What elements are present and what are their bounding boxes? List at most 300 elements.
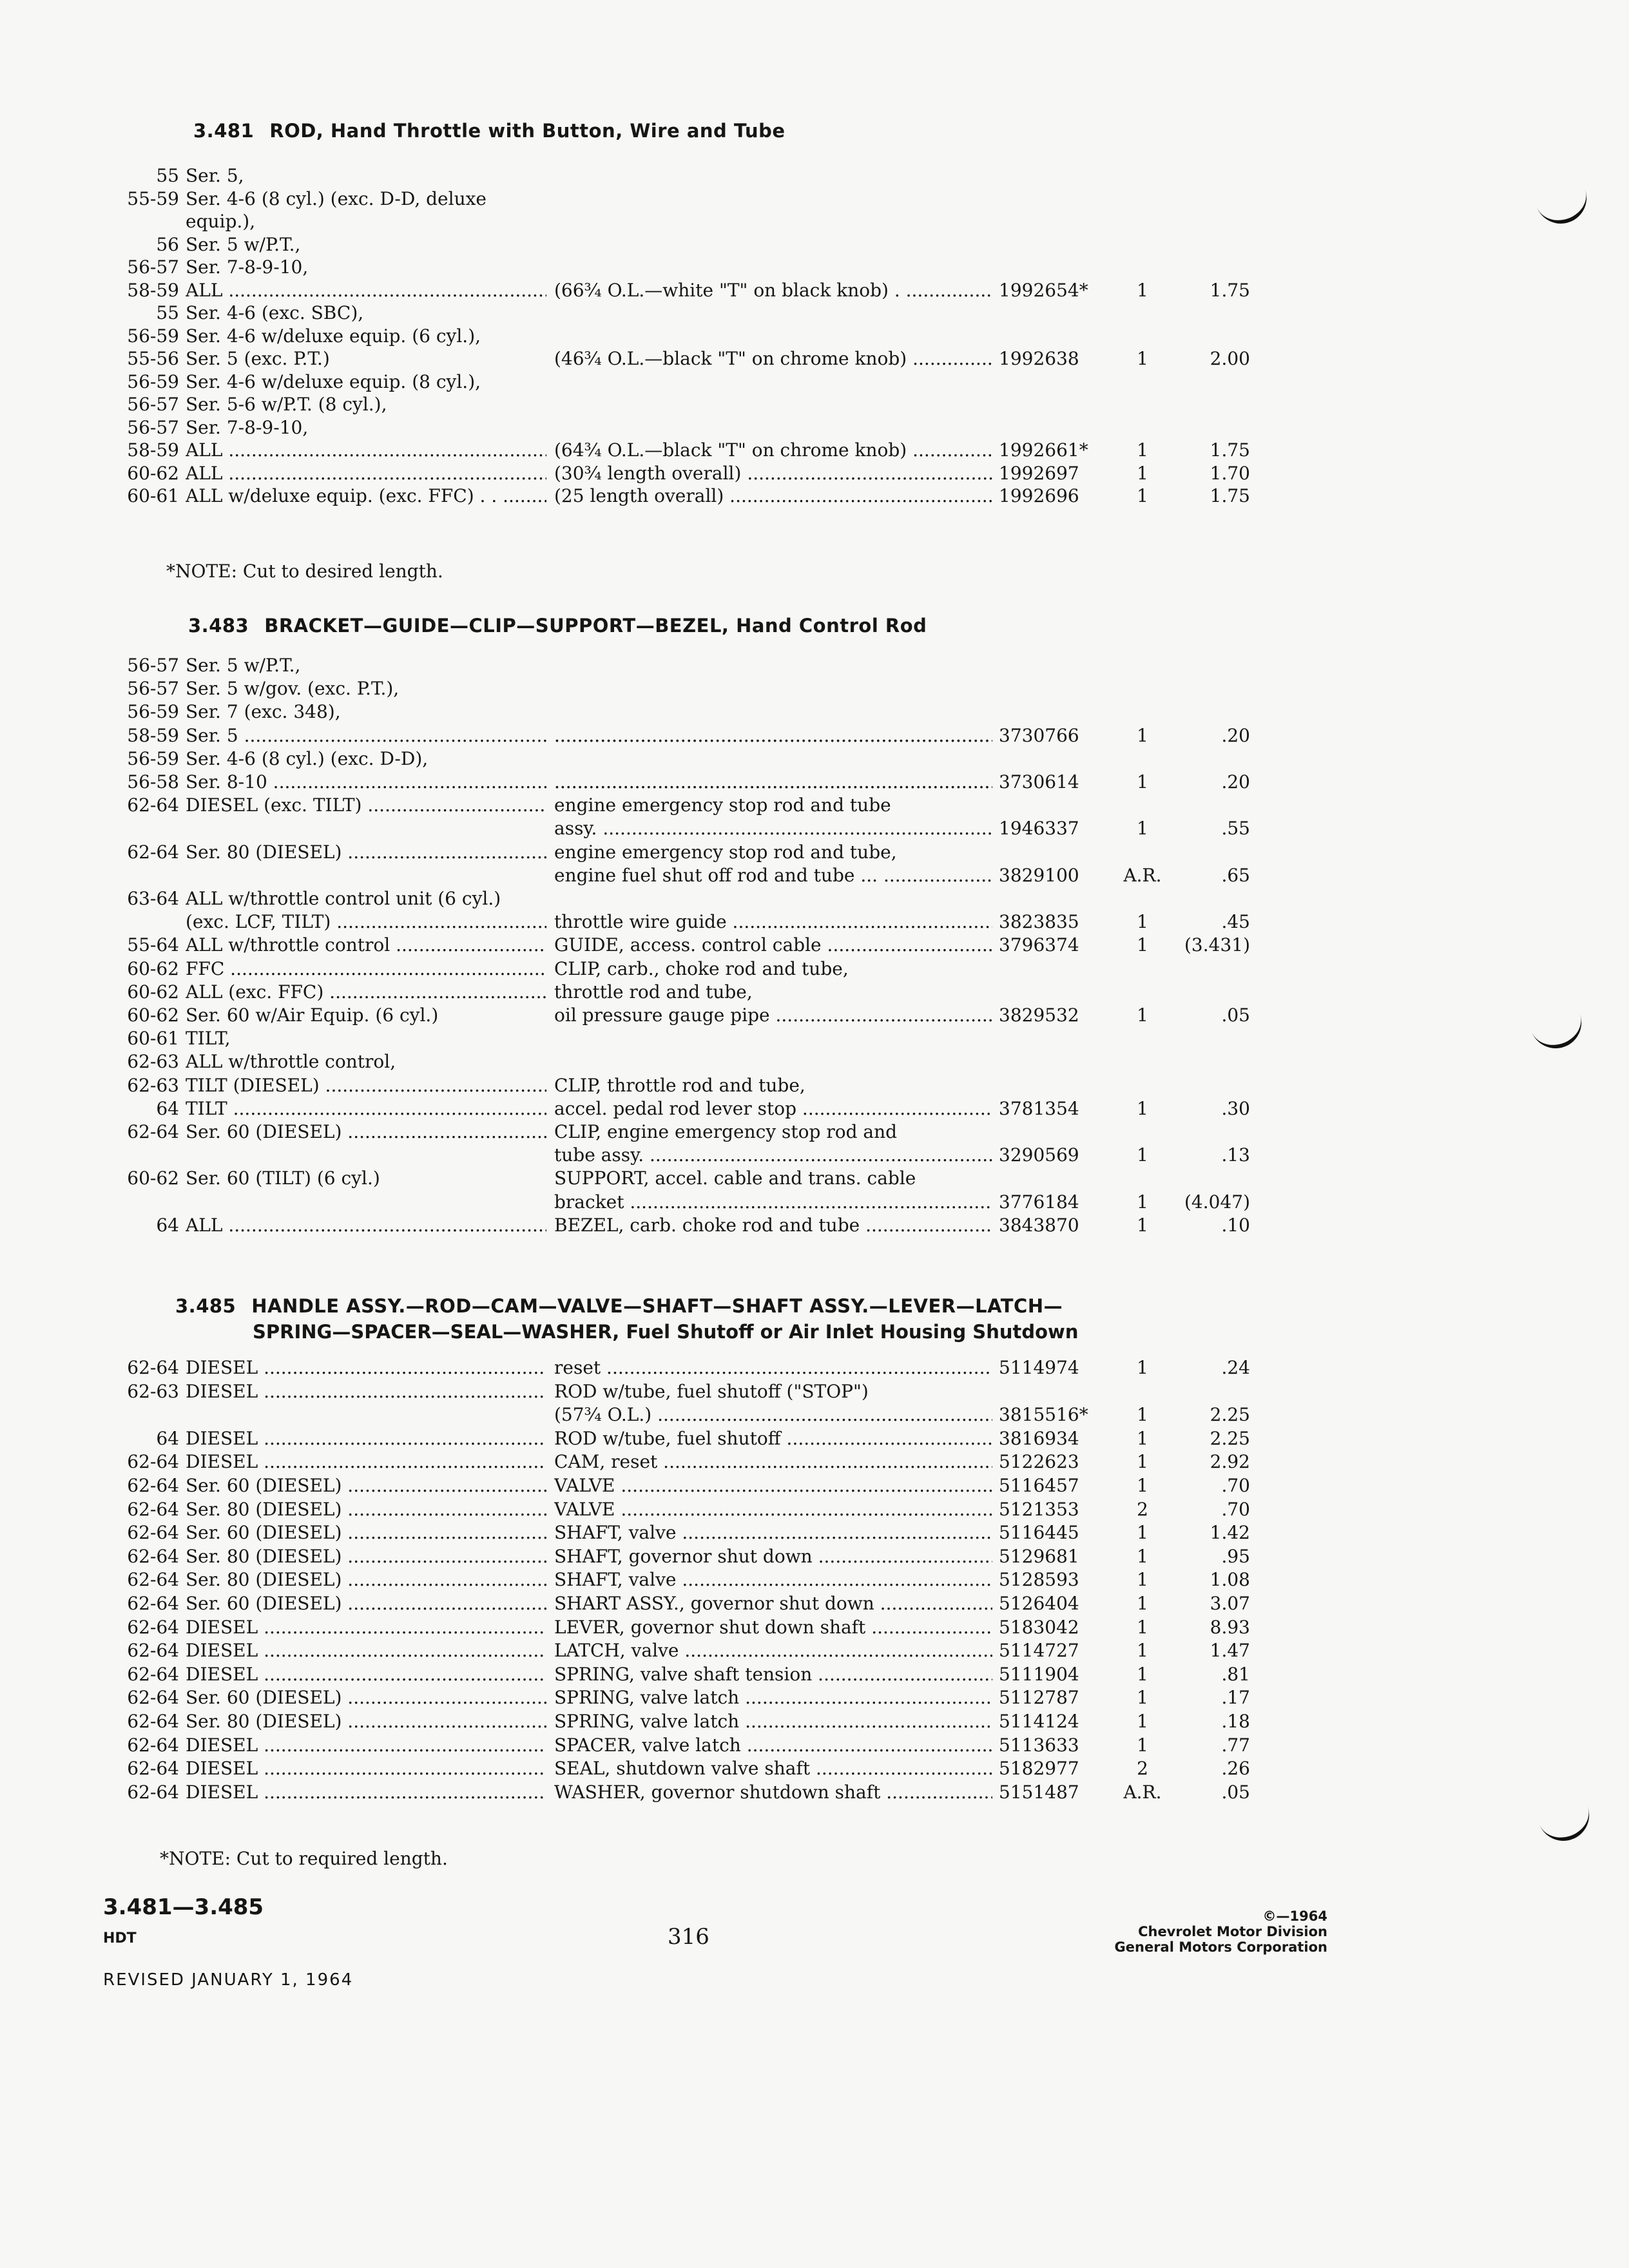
part-description: engine fuel shut off rod and tube ... ..... — [554, 865, 992, 886]
part-number: 5183042 — [999, 1616, 1079, 1638]
model-application: Ser. 5 (exc. P.T.) — [186, 348, 330, 369]
part-number: 5112787 — [999, 1687, 1079, 1709]
quantity: 1 — [1137, 462, 1148, 484]
price: (4.047) — [1184, 1191, 1250, 1213]
model-year: 55-64 — [127, 934, 179, 956]
table-row — [0, 841, 1629, 866]
price: 1.75 — [1210, 485, 1250, 506]
quantity: 1 — [1137, 439, 1148, 461]
price: 3.07 — [1210, 1593, 1250, 1614]
part-number: 3730766 — [999, 724, 1079, 746]
model-year: 60-61 — [127, 485, 179, 506]
model-application: DIESEL ..... — [186, 1782, 546, 1803]
section-note-3485: *NOTE: Cut to required length. — [160, 1848, 448, 1869]
part-number: 5126404 — [999, 1593, 1079, 1614]
model-year: 60-61 — [127, 1028, 179, 1050]
section-heading-3481 — [193, 120, 786, 142]
section-title: HANDLE ASSY.—ROD—CAM—VALVE—SHAFT—SHAFT ASSY.—LEVER—LATCH— — [251, 1295, 1063, 1317]
footer-revised: REVISED JANUARY 1, 1964 — [103, 1970, 354, 1990]
price: .65 — [1221, 864, 1250, 886]
part-description: oil pressure gauge pipe ..... — [554, 1004, 992, 1026]
price: .05 — [1221, 1781, 1250, 1803]
table-row — [0, 958, 1629, 983]
part-number: 1946337 — [999, 818, 1079, 840]
model-application: TILT (DIESEL) ..... — [186, 1075, 546, 1096]
model-year: 62-63 — [127, 1380, 179, 1402]
table-row — [0, 865, 1629, 889]
quantity: 1 — [1137, 1427, 1148, 1449]
part-number: 3823835 — [999, 911, 1079, 933]
part-description: reset ..... — [554, 1357, 992, 1378]
quantity: 1 — [1137, 1687, 1148, 1709]
table-row — [0, 1381, 1629, 1405]
model-application: Ser. 5 w/P.T., — [186, 655, 301, 676]
part-description: SPRING, valve latch ..... — [554, 1711, 992, 1732]
part-description: CAM, reset ..... — [554, 1451, 992, 1472]
section-number: 3.483 — [188, 615, 249, 637]
part-number: 5129681 — [999, 1545, 1079, 1567]
leader-dots — [554, 771, 992, 793]
table-row — [0, 348, 1629, 372]
model-year: 62-63 — [127, 1051, 179, 1073]
part-description: CLIP, carb., choke rod and tube, — [554, 957, 849, 979]
table-row — [0, 701, 1629, 726]
table-row — [0, 1098, 1629, 1122]
part-description: engine emergency stop rod and tube, — [554, 841, 897, 863]
part-description: assy. ..... — [554, 818, 992, 839]
price: 1.08 — [1210, 1569, 1250, 1591]
table-row — [0, 1546, 1629, 1570]
model-application: ALL ..... — [186, 1215, 546, 1236]
model-year: 58-59 — [127, 724, 179, 746]
table-row — [0, 1004, 1629, 1029]
model-year: 63-64 — [127, 888, 179, 909]
model-year: 62-64 — [127, 1522, 179, 1544]
model-year: 62-64 — [127, 1758, 179, 1780]
table-row — [0, 417, 1629, 441]
part-number: 5121353 — [999, 1498, 1079, 1520]
table-row — [0, 911, 1629, 936]
part-number: 1992654* — [999, 279, 1088, 301]
section-heading-3485 — [175, 1295, 1063, 1317]
part-description: SHAFT, valve ..... — [554, 1522, 992, 1543]
part-description: SEAL, shutdown valve shaft ..... — [554, 1758, 992, 1779]
price: .70 — [1221, 1475, 1250, 1496]
model-application: ALL ..... — [186, 463, 546, 484]
model-application: Ser. 5-6 w/P.T. (8 cyl.), — [186, 394, 387, 415]
table-row — [0, 1782, 1629, 1806]
model-application: Ser. 80 (DIESEL) ..... — [186, 1546, 546, 1567]
price: .10 — [1221, 1214, 1250, 1236]
model-year: 62-64 — [127, 1640, 179, 1662]
footer-code: HDT — [103, 1930, 137, 1946]
price: .24 — [1221, 1357, 1250, 1378]
table-row — [0, 1499, 1629, 1523]
price: 2.00 — [1210, 348, 1250, 369]
footer-copyright: ©—1964 — [1262, 1908, 1327, 1924]
table-row — [0, 1028, 1629, 1052]
quantity: A.R. — [1123, 1781, 1162, 1803]
model-year: 56-57 — [127, 394, 179, 415]
model-application: Ser. 80 (DIESEL) ..... — [186, 841, 546, 863]
section-number: 3.481 — [193, 120, 255, 142]
part-description: throttle rod and tube, — [554, 981, 753, 1003]
model-year: 62-64 — [127, 1734, 179, 1756]
model-application: DIESEL ..... — [186, 1664, 546, 1685]
part-description: (57¾ O.L.) ..... — [554, 1404, 992, 1425]
part-description: SPRING, valve shaft tension ..... — [554, 1664, 992, 1685]
model-application: Ser. 60 (DIESEL) ..... — [186, 1593, 546, 1614]
model-year: 62-64 — [127, 1475, 179, 1496]
model-year: 56-59 — [127, 370, 179, 392]
part-description: CLIP, engine emergency stop rod and — [554, 1121, 898, 1142]
footer-publisher — [1108, 1908, 1327, 1955]
section-title: ROD, Hand Throttle with Button, Wire and Tube — [269, 120, 786, 142]
part-number: 5111904 — [999, 1663, 1079, 1685]
table-row — [0, 1569, 1629, 1593]
table-row — [0, 302, 1629, 327]
quantity: 1 — [1137, 1522, 1148, 1544]
section-heading-3483 — [188, 615, 927, 637]
table-row — [0, 1451, 1629, 1475]
part-number: 3781354 — [999, 1097, 1079, 1119]
part-number: 1992697 — [999, 462, 1079, 484]
part-description: (64¾ O.L.—black "T" on chrome knob) ..... — [554, 439, 992, 461]
price: .20 — [1221, 771, 1250, 793]
price: .45 — [1221, 911, 1250, 933]
model-year: 62-64 — [127, 1687, 179, 1709]
table-row — [0, 1191, 1629, 1216]
quantity: 1 — [1137, 724, 1148, 746]
part-description: SPACER, valve latch ..... — [554, 1735, 992, 1756]
part-number: 3796374 — [999, 934, 1079, 956]
model-year: 60-62 — [127, 957, 179, 979]
part-number: 5114974 — [999, 1357, 1079, 1378]
table-row — [0, 1357, 1629, 1381]
model-application: Ser. 7 (exc. 348), — [186, 701, 341, 723]
part-description: WASHER, governor shutdown shaft ..... — [554, 1782, 992, 1803]
model-application: Ser. 4-6 w/deluxe equip. (6 cyl.), — [186, 325, 481, 347]
part-description: LATCH, valve ..... — [554, 1640, 992, 1661]
quantity: 1 — [1137, 818, 1148, 840]
model-year: 60-62 — [127, 462, 179, 484]
model-application: TILT ..... — [186, 1098, 546, 1119]
table-row — [0, 1168, 1629, 1192]
quantity: 1 — [1137, 1144, 1148, 1166]
model-year: 56-59 — [127, 747, 179, 769]
quantity: 1 — [1137, 1663, 1148, 1685]
model-year: 64 — [156, 1214, 179, 1236]
model-application: equip.), — [186, 211, 256, 232]
table-row — [0, 1404, 1629, 1428]
quantity: 1 — [1137, 1004, 1148, 1026]
model-year: 56 — [156, 233, 179, 255]
part-number: 3843870 — [999, 1214, 1079, 1236]
model-year: 62-64 — [127, 1663, 179, 1685]
quantity: 1 — [1137, 1569, 1148, 1591]
part-number: 5182977 — [999, 1758, 1079, 1780]
price: .20 — [1221, 724, 1250, 746]
table-row — [0, 1593, 1629, 1617]
quantity: 1 — [1137, 348, 1148, 369]
model-year: 60-62 — [127, 981, 179, 1003]
table-row — [0, 1711, 1629, 1735]
table-row — [0, 1664, 1629, 1688]
part-description: tube assy. ..... — [554, 1144, 992, 1166]
model-year: 62-64 — [127, 1545, 179, 1567]
model-year: 62-64 — [127, 841, 179, 863]
model-year: 60-62 — [127, 1168, 179, 1189]
table-row — [0, 1735, 1629, 1759]
section-note-3481: *NOTE: Cut to desired length. — [166, 561, 443, 582]
quantity: 1 — [1137, 1357, 1148, 1378]
model-application: FFC ..... — [186, 958, 546, 979]
model-year: 56-58 — [127, 771, 179, 793]
model-year: 62-64 — [127, 1357, 179, 1378]
price: 2.25 — [1210, 1404, 1250, 1426]
model-year: 62-64 — [127, 1781, 179, 1803]
model-application: Ser. 60 (TILT) (6 cyl.) — [186, 1168, 380, 1189]
price: 1.70 — [1210, 462, 1250, 484]
part-description: VALVE ..... — [554, 1499, 992, 1520]
model-year: 56-57 — [127, 655, 179, 676]
quantity: 1 — [1137, 1214, 1148, 1236]
part-description: (46¾ O.L.—black "T" on chrome knob) ..... — [554, 348, 992, 369]
model-application: TILT, — [186, 1028, 231, 1050]
table-row — [0, 678, 1629, 702]
part-description: (30¾ length overall) ..... — [554, 463, 992, 484]
table-row — [0, 1522, 1629, 1546]
table-row — [0, 1215, 1629, 1239]
part-number: 5116457 — [999, 1475, 1079, 1496]
part-number: 3829532 — [999, 1004, 1079, 1026]
model-application: DIESEL ..... — [186, 1640, 546, 1661]
table-row — [0, 1687, 1629, 1711]
table-row — [0, 981, 1629, 1006]
part-description: throttle wire guide ..... — [554, 911, 992, 932]
table-row — [0, 463, 1629, 487]
part-number: 5128593 — [999, 1569, 1079, 1591]
price: 2.92 — [1210, 1451, 1250, 1473]
table-row — [0, 1051, 1629, 1075]
model-application: Ser. 60 (DIESEL) ..... — [186, 1687, 546, 1708]
price: .05 — [1221, 1004, 1250, 1026]
price: 2.25 — [1210, 1427, 1250, 1449]
model-application: Ser. 4-6 (8 cyl.) (exc. D-D, deluxe — [186, 187, 487, 209]
price: .95 — [1221, 1545, 1250, 1567]
footer-range: 3.481—3.485 — [103, 1894, 264, 1920]
section-number: 3.485 — [175, 1295, 236, 1317]
part-number: 1992661* — [999, 439, 1088, 461]
page-number: 316 — [668, 1924, 709, 1950]
part-description: CLIP, throttle rod and tube, — [554, 1074, 805, 1096]
price: .81 — [1221, 1663, 1250, 1685]
model-year: 56-57 — [127, 256, 179, 278]
quantity: 1 — [1137, 485, 1148, 506]
part-number: 1992638 — [999, 348, 1079, 369]
part-number: 3776184 — [999, 1191, 1079, 1213]
table-row — [0, 1428, 1629, 1452]
price: .77 — [1221, 1734, 1250, 1756]
model-year: 56-59 — [127, 325, 179, 347]
model-application: ALL w/throttle control unit (6 cyl.) — [186, 888, 501, 909]
quantity: 1 — [1137, 1475, 1148, 1496]
part-description: SHAFT, valve ..... — [554, 1569, 992, 1590]
model-year: 62-64 — [127, 1593, 179, 1614]
quantity: A.R. — [1123, 864, 1162, 886]
quantity: 1 — [1137, 771, 1148, 793]
model-application: Ser. 5 ..... — [186, 725, 546, 746]
quantity: 1 — [1137, 1640, 1148, 1662]
section-subtitle: Fuel Shutoff or Air Inlet Housing Shutdown — [626, 1321, 1079, 1343]
table-row — [0, 934, 1629, 959]
table-row — [0, 280, 1629, 304]
quantity: 2 — [1137, 1498, 1148, 1520]
price: 1.47 — [1210, 1640, 1250, 1662]
quantity: 1 — [1137, 1191, 1148, 1213]
table-row — [0, 371, 1629, 396]
model-application: DIESEL ..... — [186, 1451, 546, 1472]
model-application: Ser. 60 w/Air Equip. (6 cyl.) — [186, 1004, 439, 1026]
part-description: GUIDE, access. control cable ..... — [554, 934, 992, 956]
part-number: 3290569 — [999, 1144, 1079, 1166]
table-row — [0, 234, 1629, 258]
model-year: 62-63 — [127, 1074, 179, 1096]
part-number: 5114727 — [999, 1640, 1079, 1662]
price: 1.42 — [1210, 1522, 1250, 1544]
model-year: 62-64 — [127, 1451, 179, 1473]
model-application: Ser. 80 (DIESEL) ..... — [186, 1569, 546, 1590]
model-year: 62-64 — [127, 1498, 179, 1520]
model-application: ALL ..... — [186, 280, 546, 301]
table-row — [0, 256, 1629, 281]
table-row — [0, 188, 1629, 213]
model-application: ALL w/throttle control ..... — [186, 934, 546, 956]
model-application: DIESEL ..... — [186, 1758, 546, 1779]
table-row — [0, 794, 1629, 819]
model-application: DIESEL ..... — [186, 1617, 546, 1638]
part-number: 5122623 — [999, 1451, 1079, 1473]
section-subtitle: Hand Control Rod — [736, 615, 927, 637]
part-description: SPRING, valve latch ..... — [554, 1687, 992, 1708]
model-year: 62-64 — [127, 1121, 179, 1142]
table-row — [0, 439, 1629, 464]
model-year: 58-59 — [127, 279, 179, 301]
price: .70 — [1221, 1498, 1250, 1520]
section-title-line2: SPRING—SPACER—SEAL—WASHER, — [253, 1321, 620, 1343]
model-application: Ser. 5 w/gov. (exc. P.T.), — [186, 678, 400, 700]
table-row — [0, 1758, 1629, 1782]
part-description: BEZEL, carb. choke rod and tube ..... — [554, 1215, 992, 1236]
model-application: (exc. LCF, TILT) ..... — [186, 911, 546, 932]
price: .30 — [1221, 1097, 1250, 1119]
model-application: Ser. 60 (DIESEL) ..... — [186, 1121, 546, 1142]
quantity: 1 — [1137, 1734, 1148, 1756]
price: .55 — [1221, 818, 1250, 840]
quantity: 1 — [1137, 1451, 1148, 1473]
part-description: (25 length overall) ..... — [554, 485, 992, 506]
table-row — [0, 771, 1629, 796]
table-row — [0, 748, 1629, 773]
model-year: 56-57 — [127, 678, 179, 700]
table-row — [0, 1075, 1629, 1099]
model-application: Ser. 7-8-9-10, — [186, 416, 309, 438]
part-description: (66¾ O.L.—white "T" on black knob) . ..... — [554, 280, 992, 301]
table-row — [0, 325, 1629, 350]
table-row — [0, 818, 1629, 842]
part-number: 3730614 — [999, 771, 1079, 793]
part-number: 1992696 — [999, 485, 1079, 506]
table-row — [0, 1144, 1629, 1169]
model-application: Ser. 5, — [186, 165, 244, 186]
part-description: LEVER, governor shut down shaft ..... — [554, 1617, 992, 1638]
table-row — [0, 655, 1629, 679]
table-row — [0, 1617, 1629, 1641]
price: .17 — [1221, 1687, 1250, 1709]
footer-corporation: General Motors Corporation — [1114, 1939, 1327, 1955]
quantity: 1 — [1137, 934, 1148, 956]
model-application: Ser. 4-6 w/deluxe equip. (8 cyl.), — [186, 370, 481, 392]
part-number: 5114124 — [999, 1711, 1079, 1732]
price: 8.93 — [1210, 1616, 1250, 1638]
leader-dots — [554, 725, 992, 746]
part-description: accel. pedal rod lever stop ..... — [554, 1098, 992, 1119]
part-description: ROD w/tube, fuel shutoff ("STOP") — [554, 1380, 869, 1402]
quantity: 1 — [1137, 1097, 1148, 1119]
quantity: 1 — [1137, 1711, 1148, 1732]
quantity: 1 — [1137, 911, 1148, 933]
model-year: 55 — [156, 165, 179, 186]
price: .26 — [1221, 1758, 1250, 1780]
table-row — [0, 1640, 1629, 1664]
model-application: ALL w/throttle control, — [186, 1051, 396, 1073]
part-number: 5113633 — [999, 1734, 1079, 1756]
model-application: Ser. 80 (DIESEL) ..... — [186, 1711, 546, 1732]
price: (3.431) — [1184, 934, 1250, 956]
model-application: Ser. 60 (DIESEL) ..... — [186, 1475, 546, 1496]
model-year: 62-64 — [127, 1569, 179, 1591]
model-application: Ser. 5 w/P.T., — [186, 233, 301, 255]
model-year: 56-57 — [127, 416, 179, 438]
section-heading-3485-line2 — [253, 1321, 1078, 1343]
model-year: 64 — [156, 1097, 179, 1119]
table-row — [0, 888, 1629, 912]
model-year: 62-64 — [127, 794, 179, 816]
quantity: 1 — [1137, 1593, 1148, 1614]
model-year: 64 — [156, 1427, 179, 1449]
table-row — [0, 1475, 1629, 1499]
model-application: Ser. 8-10 ..... — [186, 771, 546, 793]
table-row — [0, 211, 1629, 235]
model-year: 62-64 — [127, 1711, 179, 1732]
part-number: 3816934 — [999, 1427, 1079, 1449]
binder-hole-mark-bottom — [1538, 1803, 1597, 1849]
price: 1.75 — [1210, 279, 1250, 301]
model-application: Ser. 4-6 (exc. SBC), — [186, 302, 364, 323]
part-description: engine emergency stop rod and tube — [554, 794, 891, 816]
part-description: SHART ASSY., governor shut down ..... — [554, 1593, 992, 1614]
model-application: DIESEL ..... — [186, 1428, 546, 1449]
table-row — [0, 725, 1629, 749]
footer-division: Chevrolet Motor Division — [1138, 1924, 1327, 1939]
model-application: ALL ..... — [186, 439, 546, 461]
model-year: 55-56 — [127, 348, 179, 369]
model-application: Ser. 60 (DIESEL) ..... — [186, 1522, 546, 1543]
part-description: VALVE ..... — [554, 1475, 992, 1496]
quantity: 2 — [1137, 1758, 1148, 1780]
model-year: 60-62 — [127, 1004, 179, 1026]
table-row — [0, 394, 1629, 418]
